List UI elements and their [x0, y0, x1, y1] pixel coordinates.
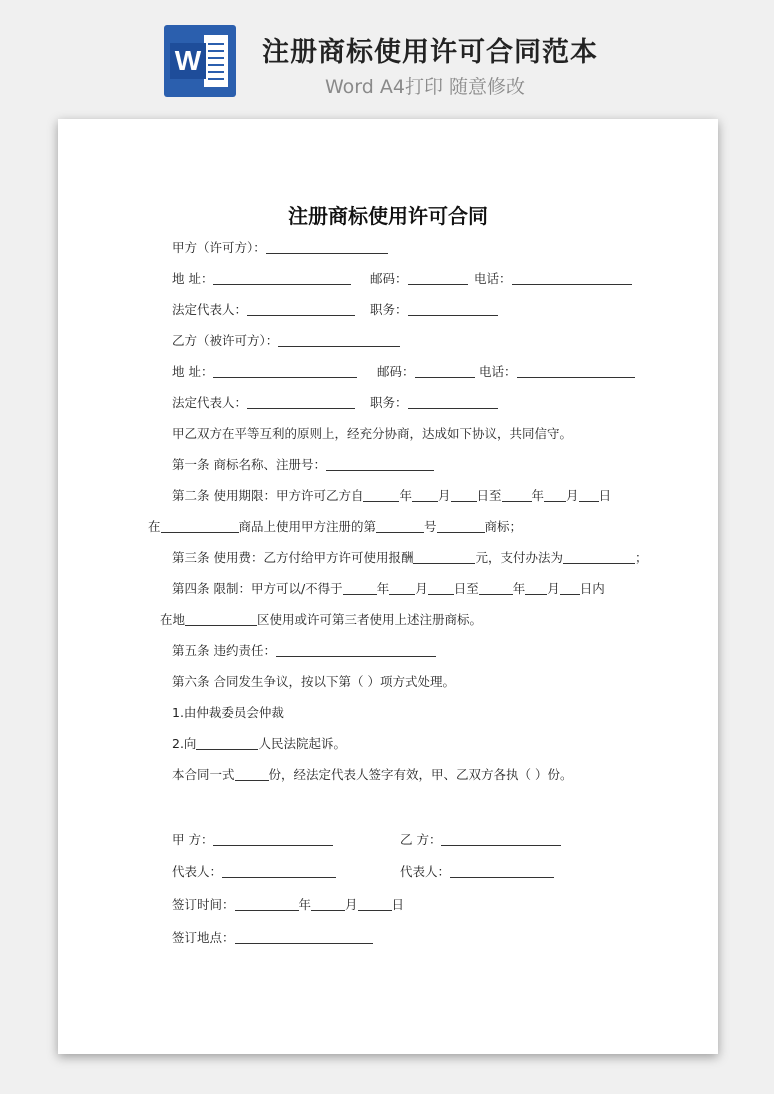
blank-field: [408, 395, 498, 409]
year-label: 年: [399, 488, 412, 503]
year-label: 年: [531, 488, 545, 503]
trademark-label: 商标；: [484, 519, 523, 534]
rep-b-label: 代表人：: [400, 864, 451, 879]
year-label: 年: [512, 581, 526, 596]
word-document-icon: [164, 25, 236, 97]
phone-label: 电话：: [479, 364, 517, 379]
word-letter-icon: W: [170, 43, 206, 79]
blank-field: [213, 271, 351, 285]
option-1: 1.由仲裁委员会仲裁: [172, 705, 284, 720]
blank-field: [412, 488, 438, 502]
blank-field: [579, 488, 599, 502]
blank-field: [560, 581, 580, 595]
month-label: 月: [566, 488, 579, 503]
article-4-cont: [160, 611, 482, 629]
party-b-label: 乙方（被许可方）：: [172, 333, 279, 348]
blank-field: [544, 488, 566, 502]
blank-field: [437, 519, 485, 533]
blank-field: [222, 864, 336, 878]
blank-field: [415, 364, 475, 378]
payment-label: 元，支付办法为: [475, 550, 563, 565]
party-a-rep-line: [172, 301, 355, 319]
article-4-label: 第四条 限制：甲方可以/不得于: [172, 581, 343, 596]
number-label: 号: [424, 519, 437, 534]
sign-time-line: [172, 896, 404, 914]
sign-time-label: 签订时间：: [172, 897, 235, 912]
article-6: 第六条 合同发生争议，按以下第（ ）项方式处理。: [172, 674, 455, 689]
blank-field: [413, 550, 475, 564]
option-2-label: 2.向: [172, 736, 197, 751]
blank-field: [525, 581, 547, 595]
postcode-label: 邮码：: [377, 364, 415, 379]
blank-field: [441, 832, 561, 846]
article-2-cont: [148, 518, 522, 536]
article-1: [172, 456, 434, 474]
page-header: [0, 0, 774, 115]
party-a-label: 甲方（许可方）：: [172, 240, 266, 255]
document-page: [58, 119, 718, 1054]
party-b-rep-line: [172, 394, 355, 412]
copies-line: [172, 766, 573, 784]
party-b-phone-line: [479, 363, 635, 381]
blank-field: [213, 364, 357, 378]
blank-field: [343, 581, 377, 595]
party-a-position-line: [370, 301, 498, 319]
month-label: 月: [415, 581, 428, 596]
semicolon: ；: [635, 550, 648, 565]
legal-rep-label: 法定代表人：: [172, 302, 248, 317]
day-within-label: 日内: [579, 581, 605, 596]
party-a-address-line: [172, 270, 351, 288]
position-label: 职务：: [370, 395, 408, 410]
party-b-position-line: [370, 394, 498, 412]
blank-field: [326, 457, 434, 471]
address-label: 地 址：: [172, 271, 214, 286]
party-a-postcode-line: [370, 270, 468, 288]
blank-field: [161, 519, 239, 533]
article-4: [172, 580, 605, 598]
party-b-address-line: [172, 363, 357, 381]
blank-field: [517, 364, 635, 378]
party-a-phone-line: [474, 270, 632, 288]
year-label: 年: [376, 581, 390, 596]
blank-field: [363, 488, 399, 502]
blank-field: [451, 488, 477, 502]
month-label: 月: [345, 897, 358, 912]
blank-field: [247, 302, 355, 316]
month-label: 月: [547, 581, 560, 596]
phone-label: 电话：: [474, 271, 512, 286]
position-label: 职务：: [370, 302, 408, 317]
rep-party-a: [172, 863, 336, 881]
place-label: 在地: [160, 612, 186, 627]
article-5-label: 第五条 违约责任：: [172, 643, 276, 658]
blank-field: [376, 519, 424, 533]
sign-party-b-label: 乙 方：: [400, 832, 442, 847]
blank-field: [278, 333, 400, 347]
blank-field: [428, 581, 454, 595]
option-2: [172, 735, 346, 753]
legal-rep-label: 法定代表人：: [172, 395, 248, 410]
intro-text: 甲乙双方在平等互利的原则上，经充分协商，达成如下协议，共同信守。: [172, 426, 573, 441]
sign-party-b: [400, 831, 561, 849]
rep-a-label: 代表人：: [172, 864, 223, 879]
blank-field: [563, 550, 635, 564]
blank-field: [479, 581, 513, 595]
day-label: 日: [598, 488, 612, 503]
blank-field: [196, 736, 258, 750]
blank-field: [235, 767, 269, 781]
article-2: [172, 487, 611, 505]
party-b-postcode-line: [377, 363, 475, 381]
template-subtitle: Word A4打印 随意修改: [325, 76, 526, 98]
template-title: 注册商标使用许可合同范本: [262, 37, 598, 68]
region-label: 区使用或许可第三者使用上述注册商标。: [257, 612, 483, 627]
address-label: 地 址：: [172, 364, 214, 379]
article-2-label: 第二条 使用期限：甲方许可乙方自: [172, 488, 364, 503]
document-lines-icon: [204, 35, 228, 87]
day-to-label: 日至: [453, 581, 479, 596]
blank-field: [185, 612, 257, 626]
article-5: [172, 642, 436, 660]
sign-place-label: 签订地点：: [172, 930, 235, 945]
goods-label: 商品上使用甲方注册的第: [238, 519, 377, 534]
sign-party-a: [172, 831, 333, 849]
blank-field: [276, 643, 436, 657]
court-label: 人民法院起诉。: [258, 736, 346, 751]
day-to-label: 日至: [476, 488, 502, 503]
blank-field: [235, 930, 373, 944]
blank-field: [450, 864, 554, 878]
copies-label: 本合同一式: [172, 767, 235, 782]
blank-field: [247, 395, 355, 409]
article-3-label: 第三条 使用费：乙方付给甲方许可使用报酬: [172, 550, 414, 565]
blank-field: [358, 897, 392, 911]
day-label: 日: [391, 897, 405, 912]
copies-text: 份，经法定代表人签字有效，甲、乙双方各执（ ）份。: [268, 767, 573, 782]
party-b-line: [172, 332, 400, 350]
blank-field: [512, 271, 632, 285]
blank-field: [266, 240, 388, 254]
rep-party-b: [400, 863, 554, 881]
article-1-label: 第一条 商标名称、注册号：: [172, 457, 326, 472]
month-label: 月: [438, 488, 451, 503]
blank-field: [408, 271, 468, 285]
article-3: [172, 549, 648, 567]
blank-field: [213, 832, 333, 846]
blank-field: [311, 897, 345, 911]
postcode-label: 邮码：: [370, 271, 408, 286]
sign-party-a-label: 甲 方：: [172, 832, 214, 847]
party-a-line: [172, 239, 388, 257]
at-label: 在: [148, 519, 161, 534]
contract-title: 注册商标使用许可合同: [288, 204, 488, 228]
blank-field: [502, 488, 532, 502]
sign-place-line: [172, 929, 373, 947]
blank-field: [389, 581, 415, 595]
blank-field: [408, 302, 498, 316]
year-label: 年: [298, 897, 312, 912]
blank-field: [235, 897, 299, 911]
